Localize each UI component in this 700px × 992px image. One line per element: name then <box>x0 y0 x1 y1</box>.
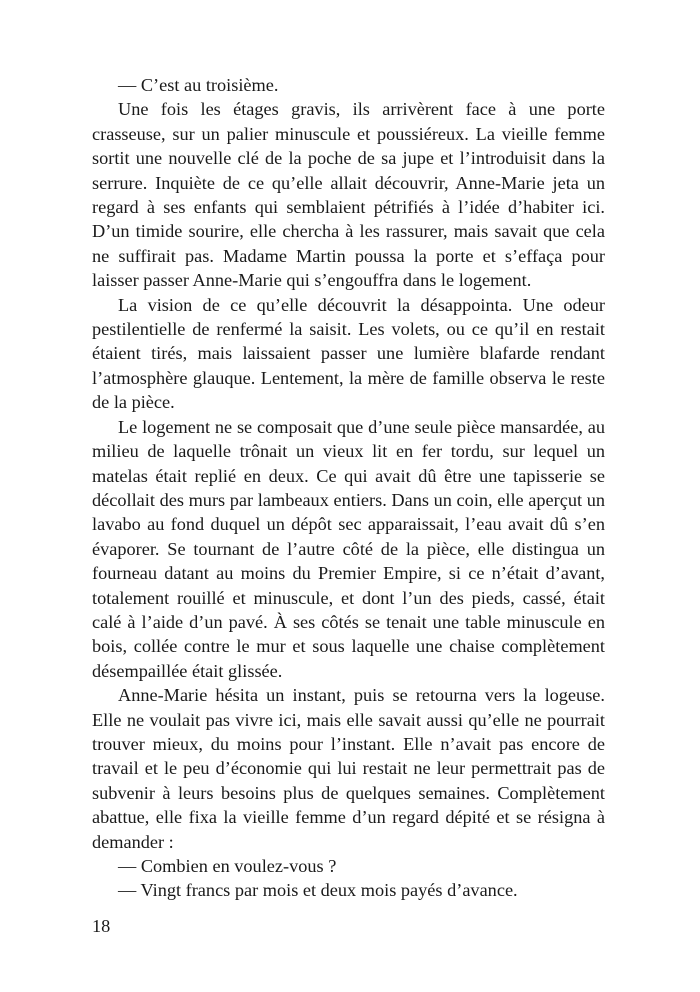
body-text <box>92 73 605 903</box>
paragraph: Anne-Marie hésita un instant, puis se retourna vers la logeuse. Elle ne voulait pas vivre ici, mais elle savait aussi qu’elle ne pourrait trouver mieux, du moins pour l’instant. Elle n’avait pas encore de travail et le peu d’économie qui lui restait ne leur permettrait pas de subvenir à leurs besoins plus de quelques semaines. Complètement abattue, elle fixa la vieille femme d’un regard dépité et se résigna à demander : <box>92 685 605 852</box>
paragraph: La vision de ce qu’elle découvrit la désappointa. Une odeur pestilentielle de renfermé la saisit. Les volets, ou ce qu’il en restait étaient tirés, mais laissaient passer une lumière blafarde rendant l’atmosphère glauque. Lentement, la mère de famille observa le reste de la pièce. <box>92 294 605 413</box>
paragraph: Une fois les étages gravis, ils arrivèrent face à une porte crasseuse, sur un palier minuscule et poussiéreux. La vieille femme sortit une nouvelle clé de la poche de sa jupe et l’introduisit dans la serrure. Inquiète de ce qu’elle allait découvrir, Anne-Marie jeta un regard à ses enfants qui semblaient pétrifiés à l’idée d’habiter ici. D’un timide sourire, elle chercha à les rassurer, mais savait que cela ne suffirait pas. Madame Martin poussa la porte et s’effaça pour laisser passer Anne-Marie qui s’engouffra dans le logement. <box>92 99 605 291</box>
paragraph: — Vingt francs par mois et deux mois payés d’avance. <box>118 880 518 901</box>
paragraph: — Combien en voulez-vous ? <box>118 856 337 876</box>
paragraph: Le logement ne se composait que d’une seule pièce mansardée, au milieu de laquelle trônait un vieux lit en fer tordu, sur lequel un matelas était replié en deux. Ce qui avait dû être une tapisserie se décollait des murs par lambeaux entiers. Dans un coin, elle aperçut un lavabo au fond duquel un dépôt sec apparaissait, l’eau avait dû s’en évaporer. Se tournant de l’autre côté de la pièce, elle distingua un fourneau datant au moins du Premier Empire, si ce n’était d’avant, totalement rouillé et minuscule, et dont l’un des pieds, cassé, était calé à l’aide d’un pavé. À ses côtés se tenait une table minuscule en bois, collée contre le mur et sous laquelle une chaise complètement désempaillée était glissée. <box>92 416 605 681</box>
page-number: 18 <box>92 916 111 936</box>
paragraph: — C’est au troisième. <box>118 75 279 95</box>
